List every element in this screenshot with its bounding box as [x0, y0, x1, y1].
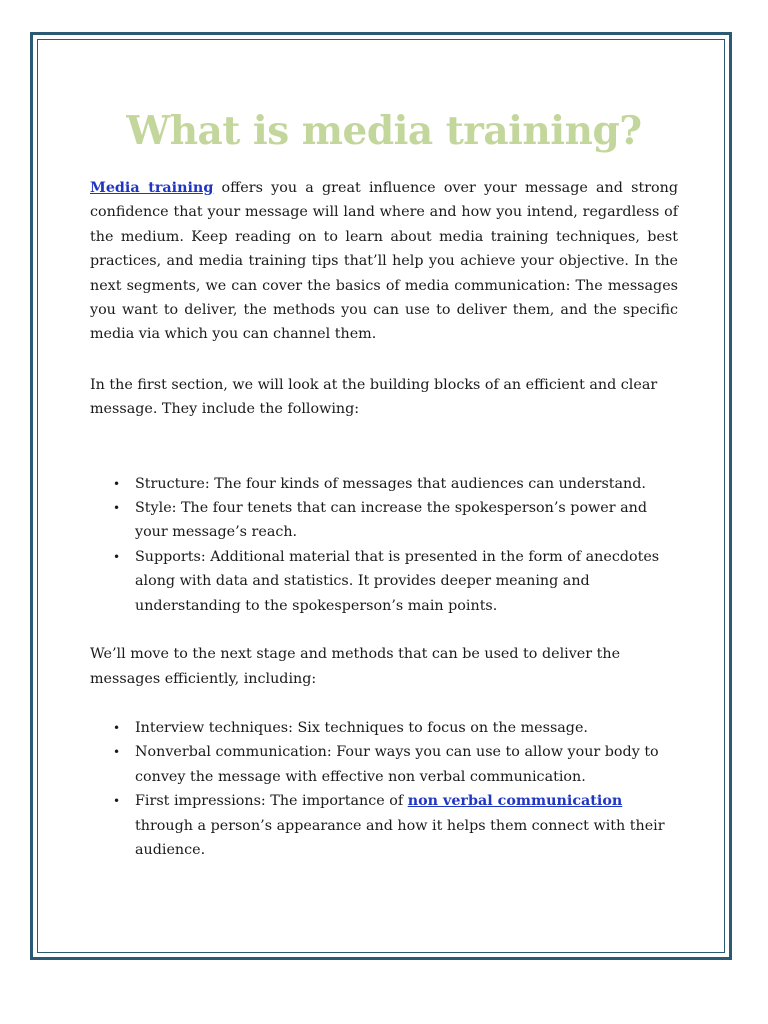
section2-list	[90, 716, 678, 862]
list-item-text-after: through a person’s appearance and how it helps them connect with their audience.	[135, 817, 665, 858]
section1-list	[90, 472, 678, 618]
intro-paragraph	[90, 176, 678, 347]
non-verbal-communication-link[interactable]: non verbal communication	[407, 793, 623, 810]
section1-paragraph: In the first section, we will look at the building blocks of an efficient and clear message. They include the following:	[90, 376, 658, 418]
list-item: • Interview techniques: Six techniques to focus on the message.	[135, 716, 678, 740]
section2-paragraph: We’ll move to the next stage and methods that can be used to deliver the messages efficiently, including:	[90, 646, 621, 687]
list-item: • Structure: The four kinds of messages that audiences can understand.	[135, 472, 678, 496]
page-title: What is media training?	[126, 108, 642, 154]
intro-text: offers you a great influence over your message and strong confidence that your message will land where and how you intend, regardless of the medium. Keep reading on to learn about media training techniques, best practices, and media training tips that’ll help you achieve your objective. In the next segments, we can cover the basics of media communication: The messages you want to deliver, the methods you can use to deliver them, and the specific media via which you can channel them.	[90, 180, 679, 343]
list-item: • Style: The four tenets that can increase the spokesperson’s power and your message’s reach.	[135, 496, 678, 545]
document-body	[90, 108, 678, 862]
list-item: • Supports: Additional material that is presented in the form of anecdotes along with data and statistics. It provides deeper meaning and understanding to the spokesperson’s main points.	[135, 545, 678, 618]
media-training-link[interactable]: Media training	[90, 180, 214, 196]
list-item: • Nonverbal communication: Four ways you can use to allow your body to convey the message with effective non verbal communication.	[135, 740, 678, 789]
list-item-text-before: First impressions: The importance of	[135, 793, 408, 810]
list-item	[135, 789, 678, 862]
